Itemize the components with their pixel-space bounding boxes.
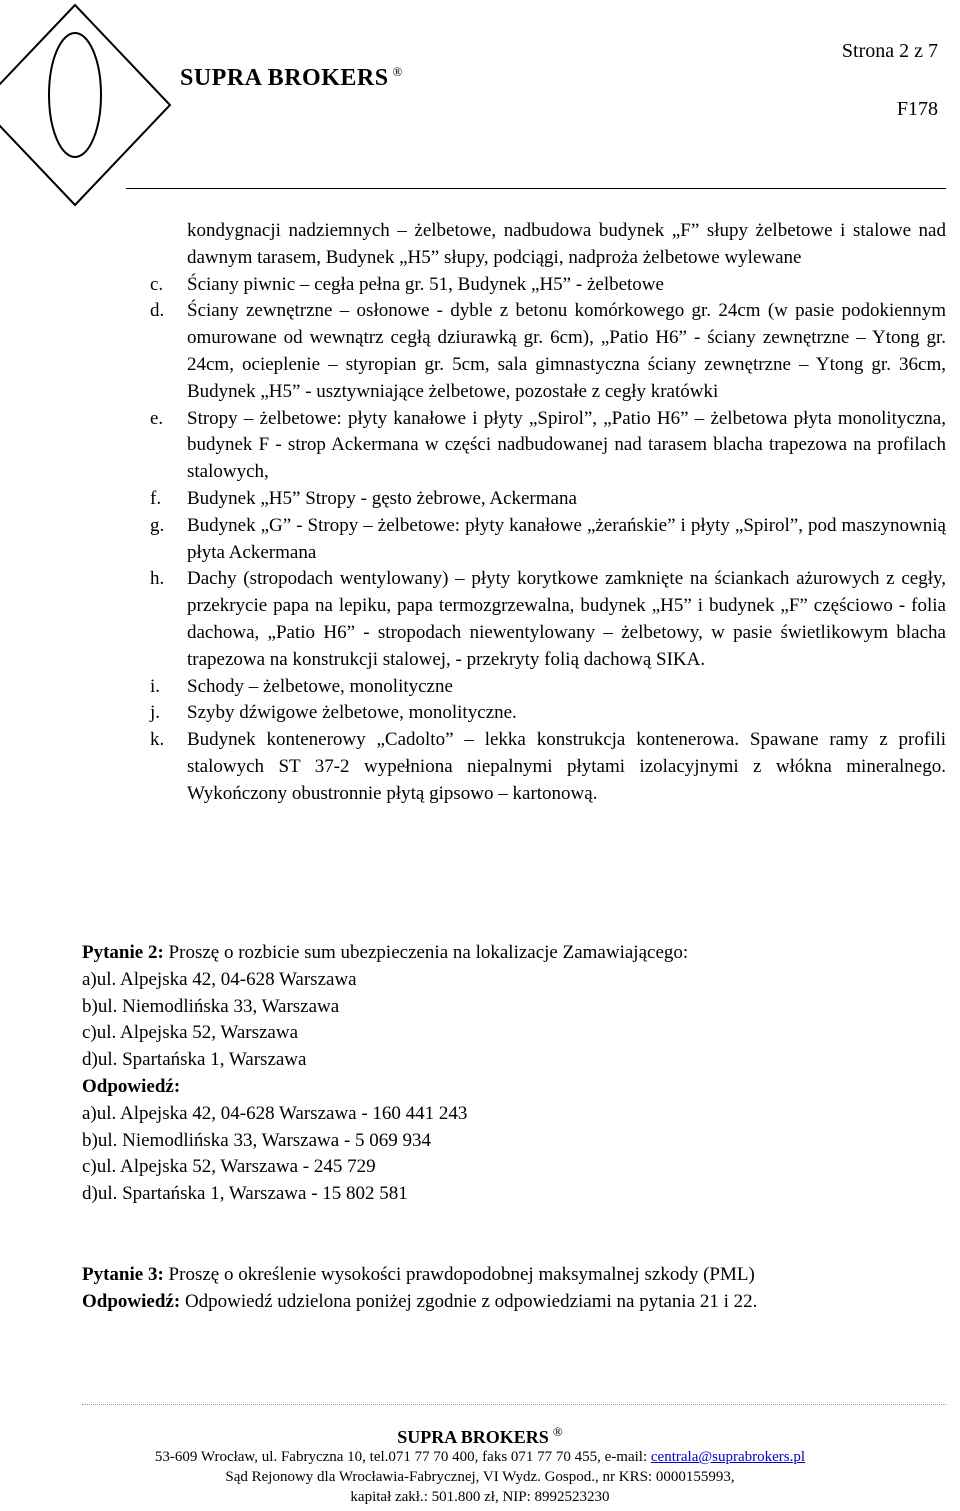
question-2-title: Pytanie 2: Proszę o rozbicie sum ubezpieczenia na lokalizacje Zamawiającego:: [82, 942, 689, 963]
construction-list: [150, 218, 946, 808]
answer-item: a)ul. Alpejska 42, 04-628 Warszawa - 160 441 243: [82, 1102, 468, 1124]
supra-logo-icon: [0, 0, 190, 230]
header-divider: [126, 188, 946, 189]
question-3-answer: Odpowiedź: Odpowiedź udzielona poniżej zgodnie z odpowiedziami na pytania 21 i 22.: [82, 1290, 758, 1312]
list-item: h. Dachy (stropodach wentylowany) – płyty korytkowe zamknięte na ściankach ażurowych z cegły, przekrycie papa na lepiku, papa termozgrzewalna, budynek „H5” i budynek „F” częściowo - folia dachowa, „Patio H6” - stropodach niewentylowany – żelbetowy, w pasie świetlikowym blacha trapezowa na konstrukcji stalowej, - przekryty folią dachową SIKA.: [150, 568, 946, 670]
email-link[interactable]: centrala@suprabrokers.pl: [650, 1449, 806, 1465]
list-item: f. Budynek „H5” Stropy - gęsto żebrowe, Ackermana: [150, 487, 577, 509]
intro-text: kondygnacji nadziemnych – żelbetowe, nadbudowa budynek „F” słupy żelbetowe i stalowe nad dawnym tarasem, Budynek „H5” słupy, podciągi, nadproża żelbetowe wylewane: [187, 220, 946, 268]
footer-brand: SUPRA BROKERS ®: [397, 1424, 563, 1447]
list-item: e. Stropy – żelbetowe: płyty kanałowe i płyty „Spirol”, „Patio H6” – żelbetowa płyta monolityczna, budynek F - strop Ackermana w części nadbudowanej nad tarasem blacha trapezowa na profilach stalowych,: [150, 407, 946, 483]
question-3: [82, 1262, 946, 1316]
footer-divider: [82, 1404, 946, 1405]
list-item: k. Budynek kontenerowy „Cadolto” – lekka konstrukcja kontenerowa. Spawane ramy z profili stalowych ST 37-2 wypełniona niepalnymi płytami izolacyjnymi z włókna mineralnego. Wykończony obustronnie płytą gipsowo – kartonową.: [150, 729, 946, 804]
footer-address: 53-609 Wrocław, ul. Fabryczna 10, tel.071 77 70 400, faks 071 77 70 455, e-mail: centrala@suprabrokers.pl: [154, 1449, 806, 1465]
location-item: c)ul. Alpejska 52, Warszawa: [82, 1022, 299, 1044]
answer-label: Odpowiedź:: [82, 1075, 181, 1097]
header-brand: SUPRA BROKERS ®: [180, 64, 403, 91]
footer: [0, 1422, 960, 1507]
location-item: a)ul. Alpejska 42, 04-628 Warszawa: [82, 968, 357, 990]
location-item: d)ul. Spartańska 1, Warszawa: [82, 1049, 307, 1071]
page-number: Strona 2 z 7: [841, 40, 938, 62]
question-3-title: Pytanie 3: Proszę o określenie wysokości prawdopodobnej maksymalnej szkody (PML): [82, 1264, 755, 1285]
list-item: [150, 218, 946, 272]
list-item: g. Budynek „G” - Stropy – żelbetowe: płyty kanałowe „żerańskie” i płyty „Spirol”, pod maszynownią płyta Ackermana: [150, 514, 946, 563]
list-item: c. Ściany piwnic – cegła pełna gr. 51, Budynek „H5” - żelbetowe: [150, 273, 664, 295]
list-item: j. Szyby dźwigowe żelbetowe, monolityczne.: [150, 702, 517, 724]
footer-capital: kapitał zakł.: 501.800 zł, NIP: 8992523230: [350, 1489, 610, 1505]
list-item: i. Schody – żelbetowe, monolityczne: [150, 675, 453, 697]
location-item: b)ul. Niemodlińska 33, Warszawa: [82, 995, 340, 1017]
footer-registry: Sąd Rejonowy dla Wrocławia-Fabrycznej, VI Wydz. Gospod., nr KRS: 0000155993,: [225, 1469, 735, 1485]
question-2: [82, 940, 946, 1208]
answer-item: c)ul. Alpejska 52, Warszawa - 245 729: [82, 1156, 376, 1178]
document-code: F178: [896, 98, 938, 120]
answer-item: d)ul. Spartańska 1, Warszawa - 15 802 581: [82, 1183, 408, 1205]
answer-item: b)ul. Niemodlińska 33, Warszawa - 5 069 934: [82, 1129, 432, 1151]
list-item: d. Ściany zewnętrzne – osłonowe - dyble z betonu komórkowego gr. 24cm (w pasie podokiennym omurowane od wewnątrz cegłą dziurawką gr. 6cm), „Patio H6” - ściany zewnętrzne – Ytong gr. 24cm, ocieplenie – styropian gr. 5cm, sala gimnastyczna ściany zewnętrzne – Ytong gr. 36cm, Budynek „H5” - usztywniające żelbetowe, pozostałe z cegły kratówki: [150, 300, 946, 402]
